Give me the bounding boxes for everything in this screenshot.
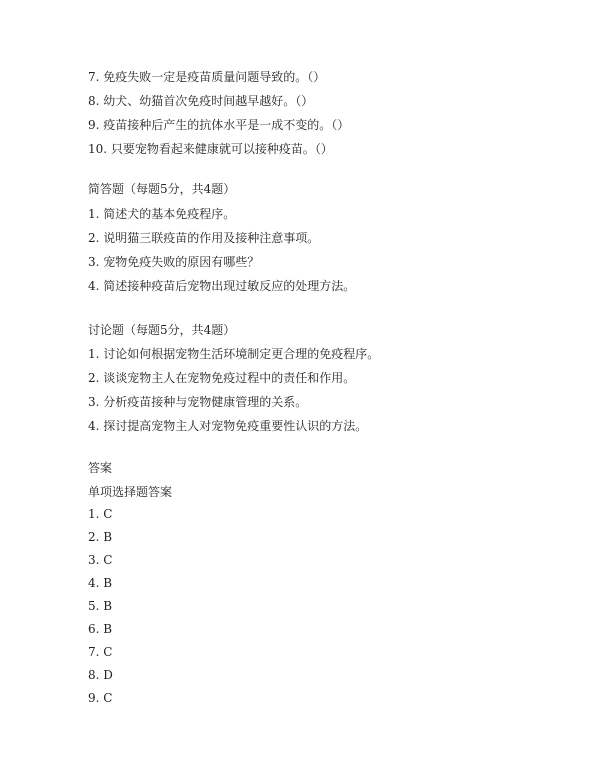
answers-heading: 答案 <box>88 461 113 475</box>
answer-item: 8. D <box>88 668 113 682</box>
judge-question: 10. 只要宠物看起来健康就可以接种疫苗。（） <box>88 142 333 156</box>
short-question: 2. 说明猫三联疫苗的作用及接种注意事项。 <box>88 231 320 245</box>
answer-item: 6. B <box>88 622 113 636</box>
judge-question: 7. 免疫失败一定是疫苗质量问题导致的。（） <box>88 70 326 84</box>
short-answer-heading: 简答题（每题5分，共4题） <box>88 182 236 196</box>
answer-item: 7. C <box>88 645 113 659</box>
answer-item: 5. B <box>88 599 113 613</box>
answer-item: 4. B <box>88 576 113 590</box>
discussion-question: 2. 谈谈宠物主人在宠物免疫过程中的责任和作用。 <box>88 371 356 385</box>
short-question: 3. 宠物免疫失败的原因有哪些？ <box>88 255 260 269</box>
discussion-question: 4. 探讨提高宠物主人对宠物免疫重要性认识的方法。 <box>88 419 368 433</box>
answer-item: 9. C <box>88 691 113 705</box>
judge-question: 8. 幼犬、幼猫首次免疫时间越早越好。（） <box>88 94 314 108</box>
answers-subheading: 单项选择题答案 <box>88 485 173 499</box>
short-question: 1. 简述犬的基本免疫程序。 <box>88 207 236 221</box>
answer-item: 3. C <box>88 553 113 567</box>
judge-question: 9. 疫苗接种后产生的抗体水平是一成不变的。（） <box>88 118 350 132</box>
answer-item: 1. C <box>88 507 113 521</box>
short-question: 4. 简述接种疫苗后宠物出现过敏反应的处理方法。 <box>88 279 356 293</box>
discussion-heading: 讨论题（每题5分，共4题） <box>88 323 236 337</box>
discussion-question: 1. 讨论如何根据宠物生活环境制定更合理的免疫程序。 <box>88 347 380 361</box>
answer-item: 2. B <box>88 530 113 544</box>
discussion-question: 3. 分析疫苗接种与宠物健康管理的关系。 <box>88 395 308 409</box>
